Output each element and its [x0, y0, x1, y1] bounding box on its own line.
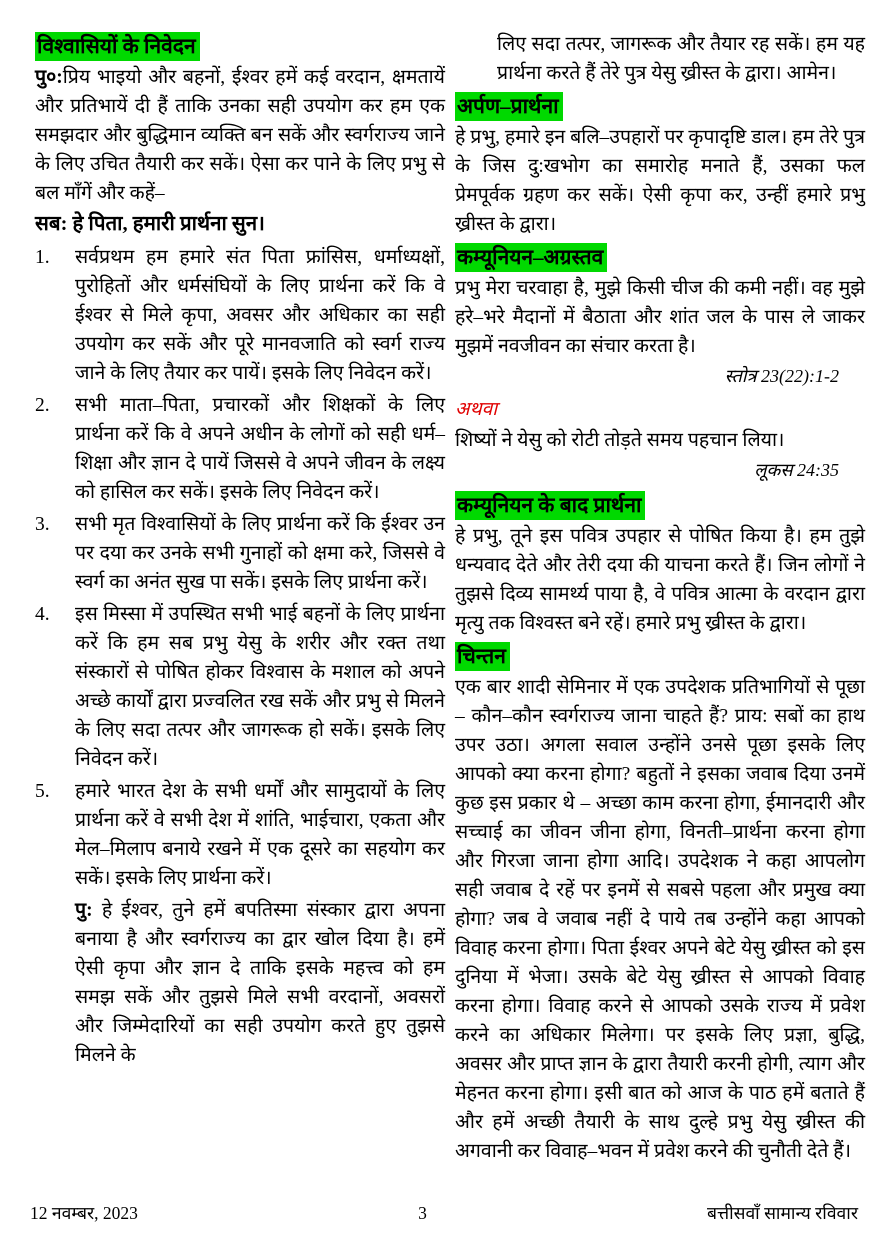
petition-number: 4.	[35, 604, 50, 625]
petition-number: 1.	[35, 247, 50, 268]
petition-item-4	[35, 600, 445, 774]
section-heading-reflection: चिन्तन	[455, 642, 510, 671]
priest-prefix: पु:	[75, 900, 93, 921]
petition-text: हमारे भारत देश के सभी धर्मों और सामुदायों के लिए प्रार्थना करें वे सभी देश में शांति, भाईचारा, एकता और मेल–मिलाप बनाये रखने में एक दूसरे का सहयोग कर सकें। इसके लिए प्रार्थना करें।	[75, 781, 445, 889]
petition-item-5	[35, 777, 445, 893]
petition-number: 2.	[35, 395, 50, 416]
communion-antiphon-text: प्रभु मेरा चरवाहा है, मुझे किसी चीज की कमी नहीं। वह मुझे हरे–भरे मैदानों में बैठाता और शांत जल के पास ले जाकर मुझमें नवजीवन का संचार करता है।	[455, 278, 865, 357]
petition-item-2	[35, 391, 445, 507]
petitions-intro-text: प्रिय भाइयो और बहनों, ईश्वर हमें कई वरदान, क्षमतायें और प्रतिभायें दी हैं ताकि उनका सही उपयोग कर हम एक समझदार और बुद्धिमान व्यक्ति बन सकें और स्वर्गराज्य जाने के लिए उचित तैयारी कर सकें। ऐसा कर पाने के लिए प्रभु से बल माँगें और कहें–	[35, 67, 445, 204]
closing-prayer-continuation: लिए सदा तत्पर, जागरूक और तैयार रह सकें। हम यह प्रार्थना करते हैं तेरे पुत्र येसु ख्रीस्त के द्वारा। आमेन।	[497, 34, 865, 84]
scripture-citation-luke: लूकस 24:35	[754, 460, 839, 480]
petitions-intro-paragraph	[35, 63, 445, 208]
petition-text: सभी मृत विश्वासियों के लिए प्रार्थना करें कि ईश्वर उन पर दया कर उनके सभी गुनाहों को क्षमा करे, जिससे वे स्वर्ग का अनंत सुख पा सकें। इसके लिए प्रार्थना करें।	[75, 514, 445, 593]
closing-prayer-text: हे ईश्वर, तुने हमें बपतिस्मा संस्कार द्वारा अपना बनाया है और स्वर्गराज्य का द्वार खोल दिया है। हमें ऐसी कृपा और ज्ञान दे ताकि इसके महत्त्व को हम समझ सकें और तुझसे मिले सभी वरदानों, अवसरों और जिम्मेदारियों का सही उपयोग करते हुए तुझसे मिलने के	[75, 900, 445, 1066]
section-heading-post-communion-prayer: कम्यूनियन के बाद प्रार्थना	[455, 491, 645, 520]
alternative-antiphon-text: शिष्यों ने येसु को रोटी तोड़ते समय पहचान लिया।	[455, 430, 785, 451]
petition-item-3	[35, 510, 445, 597]
section-heading-faithful-petitions: विश्वासियों के निवेदन	[35, 32, 200, 61]
petition-text: सभी माता–पिता, प्रचारकों और शिक्षकों के लिए प्रार्थना करें कि वे अपने अधीन के लोगों को सही धर्म–शिक्षा और ज्ञान दे पायें जिससे वे अपने जीवन के लक्ष्य को हासिल कर सकें। इसके लिए निवेदन करें।	[75, 395, 445, 503]
congregation-response: सब: हे पिता, हमारी प्रार्थना सुन।	[35, 213, 265, 235]
offering-prayer-text: हे प्रभु, हमारे इन बलि–उपहारों पर कृपादृष्टि डाल। हम तेरे पुत्र के जिस दु:खभोग का समारोह मनाते हैं, उसका फल प्रेमपूर्वक ग्रहण कर सकें। ऐसी कृपा कर, उन्हीं हमारे प्रभु ख्रीस्त के द्वारा।	[455, 127, 865, 235]
reflection-text: एक बार शादी सेमिनार में एक उपदेशक प्रतिभागियों से पूछा – कौन–कौन स्वर्गराज्य जाना चाहते हैं? प्राय: सबों का हाथ उपर उठा। अगला सवाल उन्होंने उनसे पूछा इसके लिए आपको क्या करना होगा? बहुतों ने इसका जवाब दिया उनमें कुछ इस प्रकार थे – अच्छा काम करना होगा, ईमानदारी और सच्चाई का जीवन जीना होगा, विनती–प्रार्थना करना होगा और गिरजा जाना होगा आदि। उपदेशक ने कहा आपलोग सही जवाब दे रहें पर इनमें से सबसे पहला और प्रमुख क्या होगा? जब वे जवाब नहीं दे पाये तब उन्होंने कहा आपको विवाह करना होगा। पिता ईश्वर अपने बेटे येसु ख्रीस्त को इस दुनिया में भेजा। उसके बेटे येसु ख्रीस्त से आपको विवाह करना होगा। विवाह करने से आपको उसके राज्य में प्रवेश करने का अधिकार मिलेगा। पर इसके लिए प्रज्ञा, बुद्धि, अवसर और प्राप्त ज्ञान के द्वारा तैयारी करनी होगी, त्याग और मेहनत करना होगा। इसी बात को आज के पाठ हमें बताते हैं और हमें अच्छी तैयारी के साथ दुल्हे प्रभु येसु ख्रीस्त की अगवानी कर विवाह–भवन में प्रवेश करने की चुनौती देते हैं।	[455, 677, 865, 1162]
alternative-label: अथवा	[455, 399, 498, 420]
closing-prayer-paragraph	[35, 896, 445, 1070]
scripture-citation-psalm: स्तोत्र 23(22):1-2	[724, 366, 839, 386]
left-column	[35, 30, 445, 1168]
right-column	[455, 30, 865, 1168]
petition-text: सर्वप्रथम हम हमारे संत पिता फ्रांसिस, धर्माध्यक्षों, पुरोहितों और धर्मसंघियों के लिए प्रार्थना करें कि वे ईश्वर से मिले कृपा, अवसर और अधिकार का सही उपयोग कर सकें और पूरे मानवजाति को स्वर्ग राज्य जाने के लिए तैयार कर पायें। इसके लिए निवेदन करें।	[75, 247, 445, 384]
petition-item-1	[35, 243, 445, 388]
two-column-layout	[35, 30, 865, 1168]
petition-number: 5.	[35, 781, 50, 802]
page-footer	[30, 1201, 858, 1225]
footer-page-number: 3	[418, 1203, 427, 1223]
section-heading-offering-prayer: अर्पण–प्रार्थना	[455, 92, 563, 121]
petition-number: 3.	[35, 514, 50, 535]
section-heading-communion-antiphon: कम्यूनियन–अग्रस्तव	[455, 243, 607, 272]
petition-text: इस मिस्सा में उपस्थित सभी भाई बहनों के लिए प्रार्थना करें कि हम सब प्रभु येसु के शरीर और रक्त तथा संस्कारों से पोषित होकर विश्वास के मशाल को अपने अच्छे कार्यों द्वारा प्रज्वलित रख सकें और प्रभु से मिलने के लिए सदा तत्पर और जागरूक हो सकें। इसके लिए निवेदन करें।	[75, 604, 445, 770]
post-communion-prayer-text: हे प्रभु, तूने इस पवित्र उपहार से पोषित किया है। हम तुझे धन्यवाद देते और तेरी दया की याचना करते हैं। जिन लोगों ने तुझसे दिव्य सामर्थ्य पाया है, वे पवित्र आत्मा के वरदान द्वारा मृत्यु तक विश्वस्त बने रहें। हमारे प्रभु ख्रीस्त के द्वारा।	[455, 526, 865, 634]
footer-edition-title: बत्तीसवाँ सामान्य रविवार	[707, 1203, 858, 1223]
priest-prefix: पु०:	[35, 67, 63, 88]
footer-date: 12 नवम्बर, 2023	[30, 1203, 138, 1223]
